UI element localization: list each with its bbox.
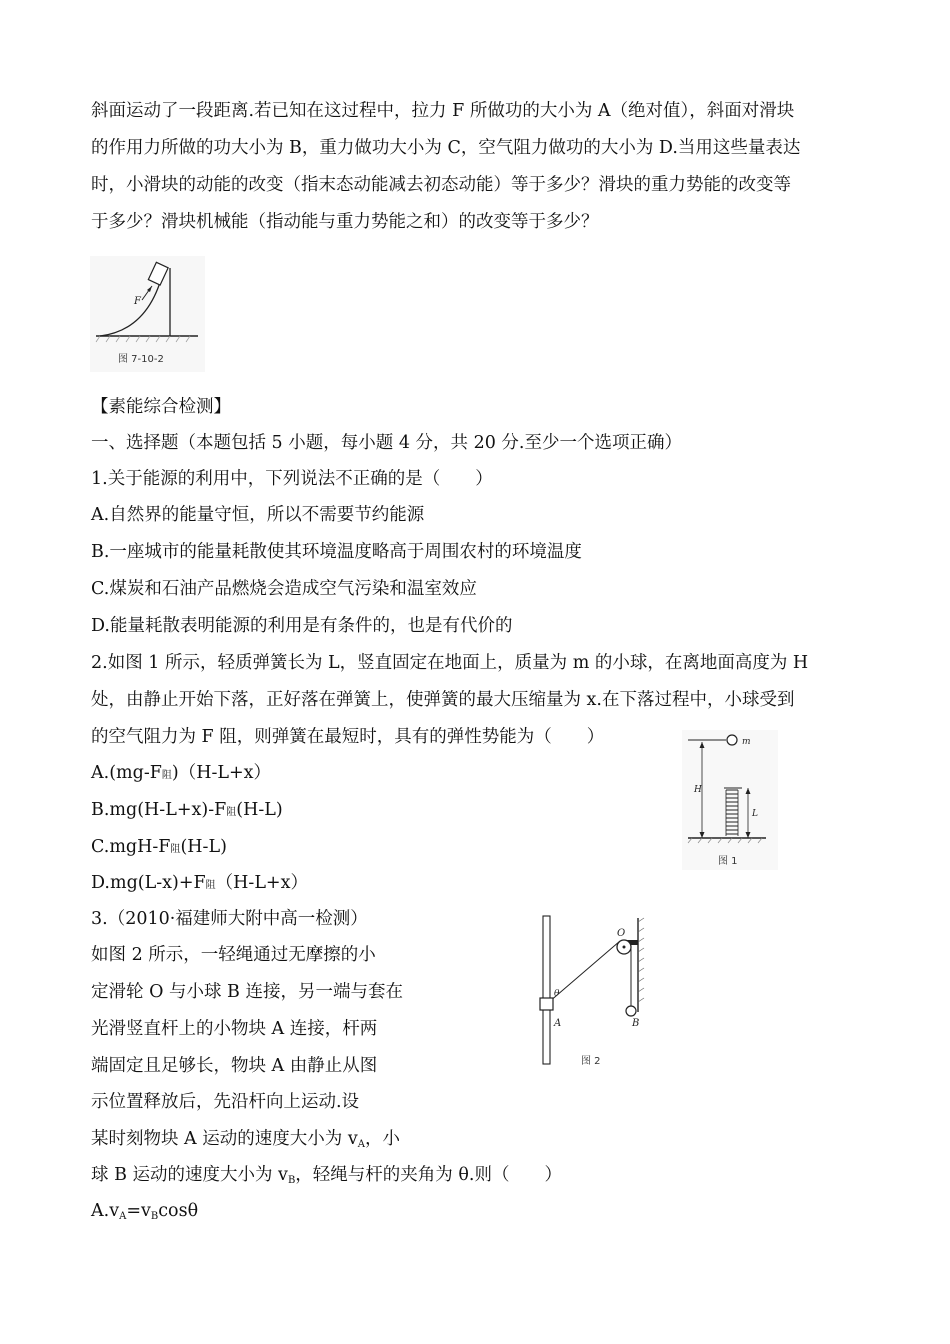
q3-a-post: cosθ bbox=[158, 1201, 199, 1221]
q3-line-7-sub: B bbox=[287, 1175, 296, 1186]
part-title: 一、选择题（本题包括 5 小题，每小题 4 分，共 20 分.至少一个选项正确） bbox=[91, 433, 682, 453]
q2-stem-line-3: 的空气阻力为 F 阻，则弹簧在最短时，具有的弹性势能为（ ） bbox=[91, 727, 605, 747]
q3-line-7-post: ，轻绳与杆的夹角为 θ.则（ ） bbox=[295, 1165, 562, 1185]
q3-line-4: 端固定且足够长，物块 A 由静止从图 bbox=[91, 1056, 378, 1076]
q2-stem-line-2: 处，由静止开始下落，正好落在弹簧上，使弹簧的最大压缩量为 x.在下落过程中，小球受到 bbox=[91, 690, 795, 710]
q2-c-pre: C.mgH-F bbox=[91, 837, 171, 857]
q1-option-b: B.一座城市的能量耗散使其环境温度略高于周围农村的环境温度 bbox=[91, 542, 582, 562]
section-title: 【素能综合检测】 bbox=[91, 397, 231, 417]
q3-a-mid: =v bbox=[126, 1201, 151, 1221]
figure-pulley bbox=[535, 912, 650, 1074]
q3-a-pre: A.v bbox=[91, 1201, 120, 1221]
q2-option-b bbox=[91, 798, 283, 825]
mass-label: m bbox=[742, 737, 751, 747]
intro-line-2: 的作用力所做的功大小为 B，重力做功大小为 C，空气阻力做功的大小为 D.当用这些量表达 bbox=[91, 138, 801, 158]
q3-line-2: 定滑轮 O 与小球 B 连接，另一端与套在 bbox=[91, 982, 403, 1002]
intro-line-4: 于多少？滑块机械能（指动能与重力势能之和）的改变等于多少？ bbox=[91, 212, 599, 232]
q3-line-5: 示位置释放后，先沿杆向上运动.设 bbox=[91, 1092, 360, 1112]
q1-stem: 1.关于能源的利用中，下列说法不正确的是（ ） bbox=[91, 469, 493, 489]
block-label: A bbox=[554, 1018, 562, 1029]
figure-slope bbox=[90, 256, 205, 372]
q2-stem-line-1: 2.如图 1 所示，轻质弹簧长为 L，竖直固定在地面上，质量为 m 的小球，在离地面高度为 H bbox=[91, 653, 809, 673]
figure-spring bbox=[682, 730, 778, 870]
q3-header: 3.（2010·福建师大附中高一检测） bbox=[91, 909, 368, 929]
q1-option-c: C.煤炭和石油产品燃烧会造成空气污染和温室效应 bbox=[91, 579, 477, 599]
figure-pulley-caption: 图 2 bbox=[581, 1056, 601, 1067]
intro-line-1: 斜面运动了一段距离.若已知在这过程中，拉力 F 所做功的大小为 A（绝对值），斜面对滑块 bbox=[91, 101, 795, 121]
q3-line-6-sub: A bbox=[357, 1139, 365, 1150]
intro-line-3: 时，小滑块的动能的改变（指末态动能减去初态动能）等于多少？滑块的重力势能的改变等 bbox=[91, 175, 791, 195]
q2-option-c bbox=[91, 835, 227, 862]
q3-line-7-pre: 球 B 运动的速度大小为 v bbox=[91, 1165, 288, 1185]
q2-d-post: （H-L+x） bbox=[215, 873, 308, 893]
q3-a-sub2: B bbox=[150, 1211, 159, 1222]
pulley-label: O bbox=[617, 928, 626, 939]
q2-b-sub: 阻 bbox=[226, 807, 237, 818]
q2-b-pre: B.mg(H-L+x)-F bbox=[91, 800, 227, 820]
q3-line-3: 光滑竖直杆上的小物块 A 连接，杆两 bbox=[91, 1019, 378, 1039]
q2-option-a bbox=[91, 761, 271, 788]
angle-label: θ bbox=[554, 989, 560, 999]
q2-a-sub: 阻 bbox=[161, 770, 172, 781]
q1-option-a: A.自然界的能量守恒，所以不需要节约能源 bbox=[91, 505, 425, 525]
force-label: F bbox=[134, 296, 141, 307]
figure-spring-caption: 图 1 bbox=[718, 856, 738, 867]
q3-line-7 bbox=[91, 1163, 562, 1190]
q3-line-1: 如图 2 所示，一轻绳通过无摩擦的小 bbox=[91, 945, 376, 965]
q2-a-pre: A.(mg-F bbox=[91, 763, 162, 783]
length-label: L bbox=[752, 809, 758, 819]
q2-d-pre: D.mg(L-x)+F bbox=[91, 873, 206, 893]
q2-c-sub: 阻 bbox=[170, 844, 181, 855]
q2-b-post: (H-L) bbox=[236, 800, 283, 820]
q3-a-sub1: A bbox=[119, 1211, 127, 1222]
q2-a-post: )（H-L+x） bbox=[171, 763, 272, 783]
q2-option-d bbox=[91, 871, 308, 898]
ball-label: B bbox=[632, 1018, 640, 1029]
q3-line-6-post: ，小 bbox=[364, 1129, 400, 1149]
figure-slope-caption: 图 7-10-2 bbox=[118, 354, 164, 365]
q3-option-a bbox=[91, 1199, 198, 1226]
q1-option-d: D.能量耗散表明能源的利用是有条件的，也是有代价的 bbox=[91, 616, 513, 636]
q2-c-post: (H-L) bbox=[180, 837, 227, 857]
height-label: H bbox=[694, 785, 702, 795]
q3-line-6 bbox=[91, 1127, 400, 1154]
q2-d-sub: 阻 bbox=[205, 880, 216, 891]
q3-line-6-pre: 某时刻物块 A 运动的速度大小为 v bbox=[91, 1129, 358, 1149]
